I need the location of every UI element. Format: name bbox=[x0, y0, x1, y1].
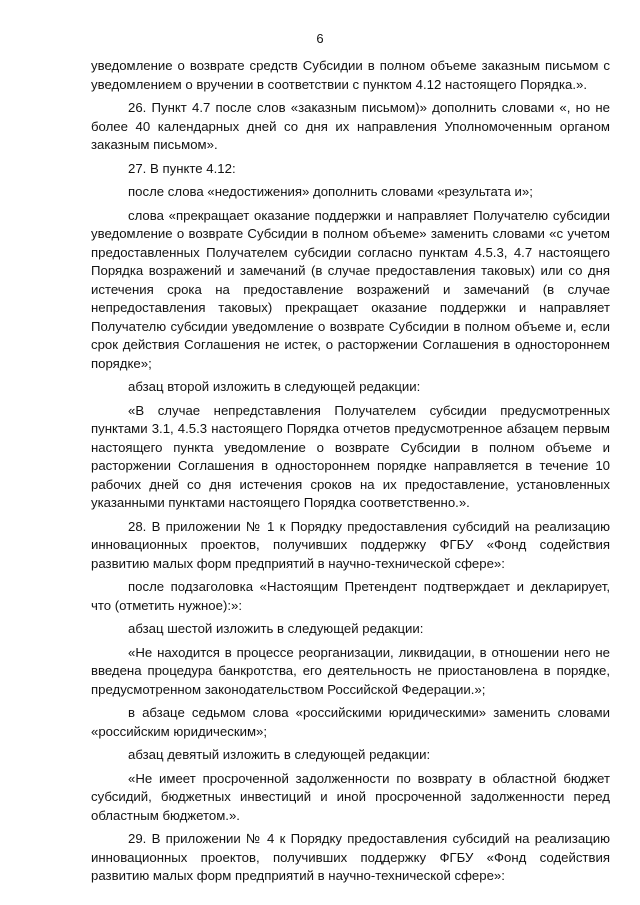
paragraph-28-sub-2: абзац шестой изложить в следующей редакции: bbox=[128, 621, 424, 636]
document-body bbox=[91, 57, 610, 891]
paragraph-28-sub-1: после подзаголовка «Настоящим Претендент подтверждает и декларирует, что (отметить нужное):»: bbox=[91, 579, 610, 613]
paragraph-27-quote: «В случае непредставления Получателем субсидии предусмотренных пунктами 3.1, 4.5.3 настоящего Порядка отчетов предусмотренное абзацем первым настоящего пункта уведомление о возврате Субсидии в полном объеме и расторжении Соглашения в одностороннем порядке направляется в течение 10 рабочих дней со дня истечения сроков на их предоставление, установленных указанными пунктами настоящего Порядка соответственно.». bbox=[91, 402, 610, 510]
paragraph-28-sub-4: абзац девятый изложить в следующей редакции: bbox=[128, 747, 431, 762]
paragraph-27-sub-2: слова «прекращает оказание поддержки и направляет Получателю субсидии уведомление о возврате Субсидии в полном объеме» заменить словами «с учетом предоставленных Получателем субсидии согласно пунктам 4.5.3, 4.7 настоящего Порядка возражений и замечаний (в случае предоставления таковых) или со дня истечения срока на предоставление возражений и замечаний (в случае непредоставления таковых) прекращает оказание поддержки и направляет Получателю субсидии уведомление о возврате Субсидии в полном объеме и, если срок действия Соглашения не истек, о расторжении Соглашения в одностороннем порядке»; bbox=[91, 207, 610, 371]
paragraph-27-sub-1: после слова «недостижения» дополнить словами «результата и»; bbox=[128, 184, 533, 199]
paragraph-continuation: уведомление о возврате средств Субсидии в полном объеме заказным письмом с уведомлением о вручении в соответствии с пунктом 4.12 настоящего Порядка.». bbox=[91, 58, 610, 92]
paragraph-28-quote-1: «Не находится в процессе реорганизации, ликвидации, в отношении него не введена процедура банкротства, его деятельность не приостановлена в порядке, предусмотренном законодательством Российской Федерации.»; bbox=[91, 644, 610, 697]
paragraph-28-quote-2: «Не имеет просроченной задолженности по возврату в областной бюджет субсидий, бюджетных инвестиций и иной просроченной задолженности перед областным бюджетом.». bbox=[91, 770, 610, 823]
paragraph-item-26: 26. Пункт 4.7 после слов «заказным письмом)» дополнить словами «, но не более 40 календарных дней со дня их направления Уполномоченным органом заказным письмом». bbox=[91, 100, 610, 152]
paragraph-item-28: 28. В приложении № 1 к Порядку предоставления субсидий на реализацию инновационных проектов, получивших поддержку ФГБУ «Фонд содействия развитию малых форм предприятий в научно-технической сфере»: bbox=[91, 518, 610, 571]
paragraph-item-29: 29. В приложении № 4 к Порядку предоставления субсидий на реализацию инновационных проектов, получивших поддержку ФГБУ «Фонд содействия развитию малых форм предприятий в научно-технической сфере»: bbox=[91, 831, 610, 883]
paragraph-28-sub-3: в абзаце седьмом слова «российскими юридическими» заменить словами «российским юридическим»; bbox=[91, 705, 610, 739]
page-number: 6 bbox=[316, 31, 324, 46]
paragraph-27-sub-3: абзац второй изложить в следующей редакции: bbox=[128, 379, 421, 394]
paragraph-item-27: 27. В пункте 4.12: bbox=[128, 160, 236, 176]
